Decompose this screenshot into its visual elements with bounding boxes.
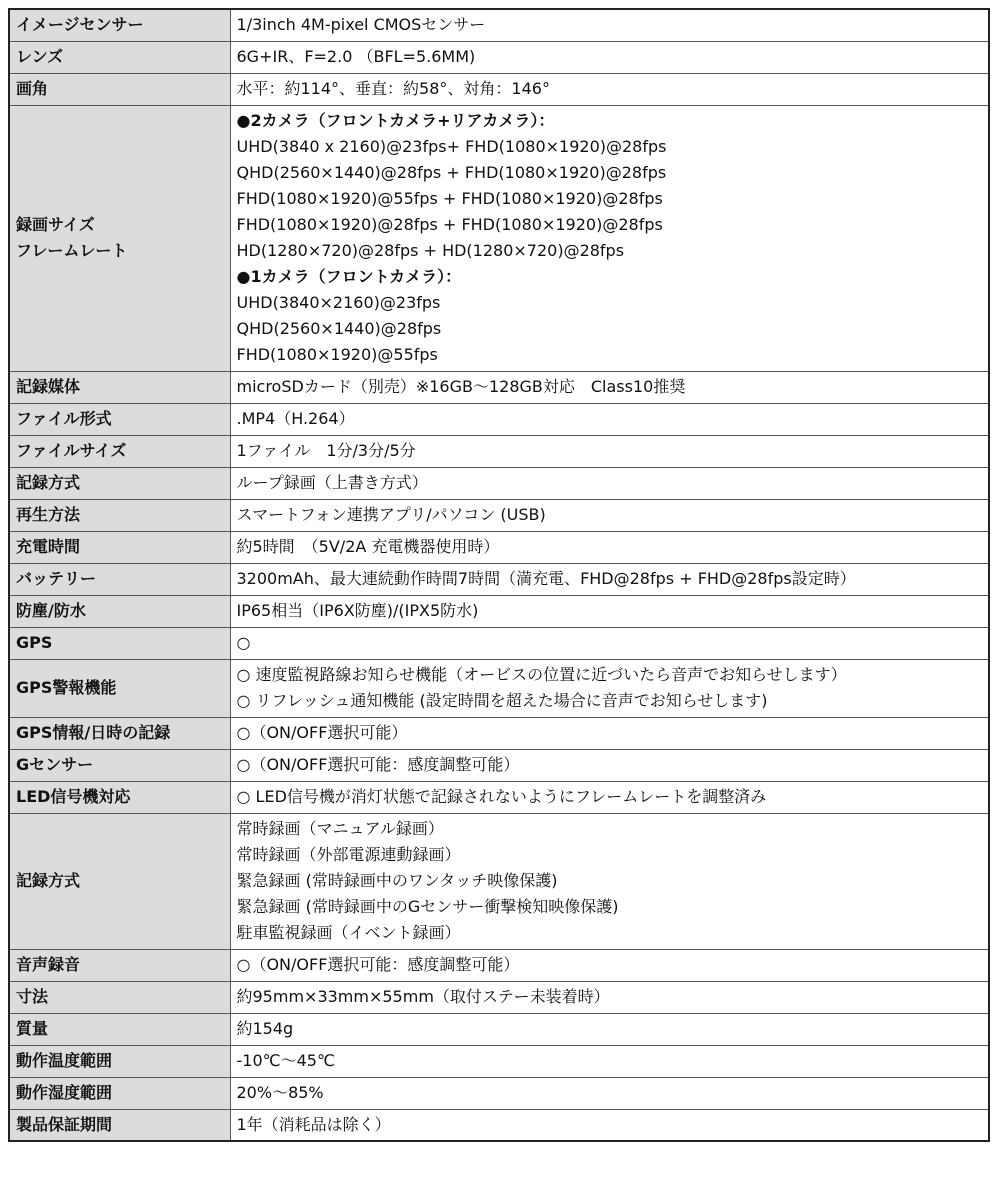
spec-value [230,41,989,73]
spec-label: GPS警報機能 [9,659,230,717]
spec-value [230,371,989,403]
spec-value-line: FHD(1080×1920)@55fps [236,345,438,364]
spec-label: GPS [9,627,230,659]
spec-row [9,1013,989,1045]
spec-value-line: QHD(2560×1440)@28fps [236,319,442,338]
spec-row [9,1077,989,1109]
spec-value-line: UHD(3840×2160)@23fps [236,293,441,312]
spec-label: 音声録音 [9,949,230,981]
spec-value-heading: ●1カメラ（フロントカメラ）： [236,267,462,286]
spec-value [230,563,989,595]
spec-row [9,813,989,949]
spec-label: 寸法 [9,981,230,1013]
spec-value-line: QHD(2560×1440)@28fps + FHD(1080×1920)@28fps [236,163,667,182]
spec-label: 質量 [9,1013,230,1045]
spec-label: 記録方式 [9,467,230,499]
spec-value [230,981,989,1013]
spec-value [230,627,989,659]
spec-value-line: ○（ON/OFF選択可能：感度調整可能） [236,755,520,774]
spec-row [9,627,989,659]
spec-value [230,1045,989,1077]
spec-label: ファイル形式 [9,403,230,435]
spec-value-line: 3200mAh、最大連続動作時間7時間（満充電、FHD@28fps + FHD@28fps設定時） [236,569,856,588]
spec-value [230,1109,989,1141]
spec-value-line: IP65相当（IP6X防塵)/(IPX5防水) [236,601,479,620]
spec-value-line: ○ 速度監視路線お知らせ機能（オービスの位置に近づいたら音声でお知らせします） [236,665,847,684]
spec-value [230,531,989,563]
spec-table-body [9,9,989,1141]
spec-value-line: 約5時間 （5V/2A 充電機器使用時） [236,537,500,556]
spec-value [230,73,989,105]
spec-row [9,659,989,717]
spec-label: 再生方法 [9,499,230,531]
spec-value-line: 6G+IR、F=2.0 （BFL=5.6MM) [236,47,476,66]
spec-value [230,1077,989,1109]
spec-value [230,1013,989,1045]
spec-label: 画角 [9,73,230,105]
spec-value-line: 1年（消耗品は除く） [236,1114,391,1134]
spec-value [230,499,989,531]
spec-label: 録画サイズ フレームレート [9,105,230,371]
spec-value-line: 緊急録画 (常時録画中のワンタッチ映像保護) [236,871,558,890]
spec-value [230,105,989,371]
spec-row [9,403,989,435]
spec-value-line: ○ リフレッシュ通知機能 (設定時間を超えた場合に音声でお知らせします) [236,691,768,710]
spec-value-line: .MP4（H.264） [236,409,355,428]
spec-value-line: UHD(3840 x 2160)@23fps+ FHD(1080×1920)@28fps [236,137,667,156]
spec-label: 充電時間 [9,531,230,563]
spec-value-line: FHD(1080×1920)@55fps + FHD(1080×1920)@28fps [236,189,663,208]
spec-row [9,531,989,563]
spec-row [9,749,989,781]
spec-value-line: 緊急録画 (常時録画中のGセンサー衝撃検知映像保護) [236,897,619,916]
spec-label: 動作温度範囲 [9,1045,230,1077]
spec-value-line: ○ LED信号機が消灯状態で記録されないようにフレームレートを調整済み [236,787,767,806]
spec-value [230,717,989,749]
spec-value-line: 20%～85% [236,1083,324,1102]
spec-value-line: 1/3inch 4M-pixel CMOSセンサー [236,15,486,35]
spec-label: レンズ [9,41,230,73]
spec-value [230,403,989,435]
spec-value-line: ○ [236,633,251,652]
spec-row [9,595,989,627]
spec-row [9,1045,989,1077]
spec-row [9,9,989,41]
spec-row [9,1109,989,1141]
spec-row [9,949,989,981]
spec-value [230,949,989,981]
spec-value [230,467,989,499]
spec-value-line: ○（ON/OFF選択可能：感度調整可能） [236,955,520,974]
spec-value [230,781,989,813]
spec-value-line: 水平：約114°、垂直：約58°、対角：146° [236,79,550,98]
spec-row [9,717,989,749]
spec-label: Gセンサー [9,749,230,781]
spec-value-line: 常時録画（外部電源連動録画） [236,845,461,864]
spec-row [9,105,989,371]
spec-value-heading: ●2カメラ（フロントカメラ+リアカメラ）： [236,111,555,130]
spec-row [9,435,989,467]
spec-label: 記録方式 [9,813,230,949]
spec-label: バッテリー [9,563,230,595]
spec-value-line: スマートフォン連携アプリ/パソコン (USB) [236,505,546,524]
spec-row [9,73,989,105]
spec-value [230,9,989,41]
spec-value-line: HD(1280×720)@28fps + HD(1280×720)@28fps [236,241,625,260]
spec-label: ファイルサイズ [9,435,230,467]
spec-row [9,467,989,499]
spec-value-line: ループ録画（上書き方式） [236,473,428,492]
spec-label: LED信号機対応 [9,781,230,813]
spec-table [8,8,990,1142]
spec-label: GPS情報/日時の記録 [9,717,230,749]
spec-label: 防塵/防水 [9,595,230,627]
spec-row [9,41,989,73]
spec-value-line: ○（ON/OFF選択可能） [236,723,408,742]
spec-value [230,659,989,717]
spec-value [230,435,989,467]
spec-value-line: 駐車監視録画（イベント録画） [236,923,461,942]
spec-label: 動作湿度範囲 [9,1077,230,1109]
spec-value [230,749,989,781]
spec-label: イメージセンサー [9,9,230,41]
spec-value-line: 約154g [236,1019,294,1038]
spec-row [9,371,989,403]
spec-row [9,563,989,595]
spec-value [230,813,989,949]
spec-value [230,595,989,627]
spec-value-line: 約95mm×33mm×55mm（取付ステー未装着時） [236,987,610,1006]
spec-value-line: FHD(1080×1920)@28fps + FHD(1080×1920)@28fps [236,215,663,234]
spec-row [9,499,989,531]
spec-label: 記録媒体 [9,371,230,403]
spec-label: 製品保証期間 [9,1109,230,1141]
spec-value-line: 常時録画（マニュアル録画） [236,819,444,838]
spec-value-line: microSDカード（別売）※16GB～128GB対応 Class10推奨 [236,377,686,396]
spec-row [9,981,989,1013]
spec-row [9,781,989,813]
spec-value-line: -10℃～45℃ [236,1051,335,1070]
spec-value-line: 1ファイル 1分/3分/5分 [236,441,416,460]
